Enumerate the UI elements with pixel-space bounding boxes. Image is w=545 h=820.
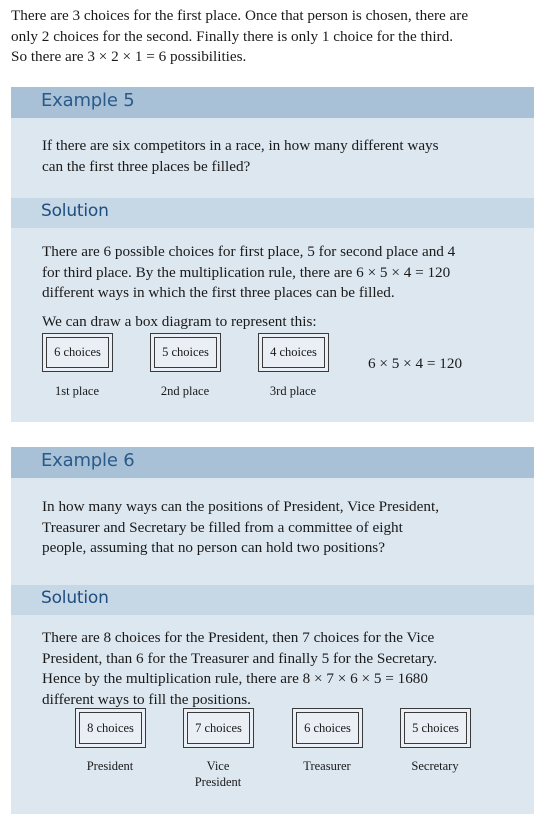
example-6-panel [11,447,534,814]
example-6-solution-header [11,585,534,615]
box-choice-text: 6 choices [46,337,109,368]
example-5-panel [11,87,534,422]
box-3rd-place [258,333,329,372]
intro-line: There are 3 choices for the first place. Once that person is chosen, there are [11,7,469,24]
box-choice-text: 5 choices [404,712,467,744]
box-choice-text: 8 choices [79,712,142,744]
example-6-title: Example 6 [41,450,135,471]
solution-title: Solution [41,588,109,608]
intro-line: So there are 3 × 2 × 1 = 6 possibilities. [11,48,247,65]
example-6-solution [11,615,534,710]
box-label-secretary: Secretary [411,759,459,773]
box-label-treasurer: Treasurer [303,759,351,773]
solution-line: There are 8 choices for the President, then 7 choices for the Vice [42,629,435,646]
box-2nd-place [150,333,221,372]
box-choice-text: 7 choices [187,712,250,744]
solution-line: different ways in which the first three places can be filled. [42,284,395,301]
box-secretary [400,708,471,748]
question-line: can the first three places be filled? [42,157,251,175]
box-choice-text: 5 choices [154,337,217,368]
solution-title: Solution [41,201,109,221]
example-6-header [11,447,534,478]
equation: 6 × 5 × 4 = 120 [368,355,463,372]
solution-line: There are 6 possible choices for first place, 5 for second place and 4 [42,243,456,260]
example-5-solution [11,228,534,332]
solution-line: for third place. By the multiplication rule, there are 6 × 5 × 4 = 120 [42,263,451,281]
example-5-header [11,87,534,118]
example-6-question [11,478,534,585]
box-choice-text: 6 choices [296,712,359,744]
solution-line: President, than 6 for the Treasurer and finally 5 for the Secretary. [42,649,438,667]
box-label-vice-president: Vice President [194,759,242,789]
box-vice-president [183,708,254,748]
solution-line: Hence by the multiplication rule, there are 8 × 7 × 6 × 5 = 1680 [42,670,428,687]
box-label-3rd-place: 3rd place [269,384,317,398]
box-choice-text: 4 choices [262,337,325,368]
example-5-solution-header [11,198,534,228]
box-treasurer [292,708,363,748]
box-1st-place [42,333,113,372]
box-label-president: President [86,759,134,773]
question-line: people, assuming that no person can hold two positions? [42,539,385,556]
question-line: In how many ways can the positions of President, Vice President, [42,498,439,515]
intro-line: only 2 choices for the second. Finally there is only 1 choice for the third. [11,27,454,45]
diagram-intro: We can draw a box diagram to represent this: [42,312,317,330]
example-5-title: Example 5 [41,90,135,111]
box-label-2nd-place: 2nd place [160,384,210,398]
box-label-1st-place: 1st place [54,384,100,398]
intro-paragraph [11,6,536,68]
question-line: If there are six competitors in a race, in how many different ways [42,137,439,154]
box-president [75,708,146,748]
example-5-question [11,118,534,198]
question-line: Treasurer and Secretary be filled from a committee of eight [42,518,403,536]
solution-line: different ways to fill the positions. [42,690,251,708]
